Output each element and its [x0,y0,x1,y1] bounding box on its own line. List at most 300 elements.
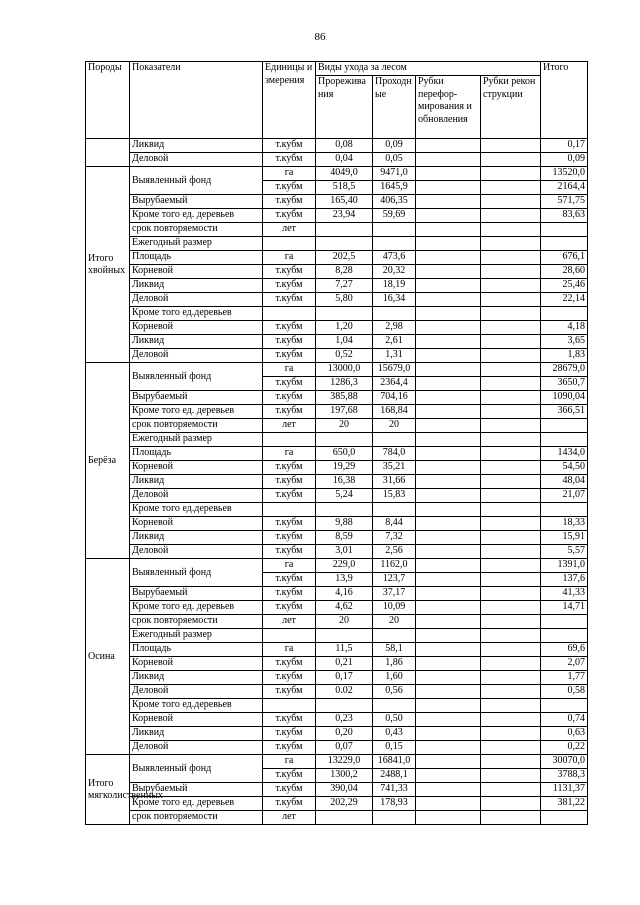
forest-care-table [85,61,588,825]
passage-value: 20 [373,419,416,433]
table-row [86,405,588,419]
indicator-cell: Деловой [130,741,263,755]
empty-cell [316,699,373,713]
reconstruction-value [481,559,541,573]
passage-value [373,811,416,825]
indicator-cell: Деловой [130,545,263,559]
unit-cell: т.кубм [263,293,316,307]
section-label: Ежегодный размер [130,629,263,643]
thinning-value: 9,88 [316,517,373,531]
passage-value: 1,31 [373,349,416,363]
passage-value: 2488,1 [373,769,416,783]
thinning-value: 13229,0 [316,755,373,769]
empty-cell [316,433,373,447]
unit-cell: т.кубм [263,545,316,559]
reconstruction-value [481,405,541,419]
table-row [86,531,588,545]
passage-value: 9471,0 [373,167,416,181]
reconstruction-value [481,377,541,391]
total-value: 0,17 [541,139,588,153]
reconstruction-value [481,783,541,797]
table-row [86,307,588,321]
total-value: 69,6 [541,643,588,657]
unit-cell: т.кубм [263,461,316,475]
table-row [86,685,588,699]
table-row [86,601,588,615]
reformation-value [416,391,481,405]
empty-cell [373,433,416,447]
section-label: Ежегодный размер [130,433,263,447]
passage-value: 473,6 [373,251,416,265]
reconstruction-value [481,615,541,629]
reconstruction-value [481,293,541,307]
reconstruction-value [481,461,541,475]
species-cell: Итого мягколиственных [86,755,130,825]
total-value: 0,58 [541,685,588,699]
reformation-value [416,489,481,503]
total-value: 571,75 [541,195,588,209]
indicator-cell: Деловой [130,489,263,503]
unit-cell: га [263,363,316,377]
unit-cell: т.кубм [263,475,316,489]
passage-value: 7,32 [373,531,416,545]
header-units: Единицы измерения [263,62,316,139]
unit-cell: т.кубм [263,587,316,601]
reconstruction-value [481,755,541,769]
total-value [541,811,588,825]
section-label: Ежегодный размер [130,237,263,251]
unit-cell: т.кубм [263,573,316,587]
thinning-value: 7,27 [316,279,373,293]
passage-value: 2364,4 [373,377,416,391]
reconstruction-value [481,685,541,699]
total-value [541,615,588,629]
total-value: 0,63 [541,727,588,741]
reconstruction-value [481,657,541,671]
reformation-value [416,797,481,811]
empty-cell [541,307,588,321]
empty-cell [373,307,416,321]
reconstruction-value [481,601,541,615]
reconstruction-value [481,153,541,167]
reformation-value [416,251,481,265]
passage-value: 2,98 [373,321,416,335]
reformation-value [416,657,481,671]
thinning-value [316,223,373,237]
thinning-value: 13000,0 [316,363,373,377]
table-row [86,517,588,531]
species-cell: Берёза [86,363,130,559]
total-value: 41,33 [541,587,588,601]
thinning-value: 3,01 [316,545,373,559]
passage-value: 168,84 [373,405,416,419]
header-care-types: Виды ухода за лесом [316,62,541,76]
total-value: 21,07 [541,489,588,503]
reconstruction-value [481,447,541,461]
total-value: 1,77 [541,671,588,685]
header-reconstruction: Рубки реконструкции [481,76,541,139]
unit-cell: га [263,447,316,461]
unit-cell: т.кубм [263,321,316,335]
total-value [541,419,588,433]
passage-value: 0,43 [373,727,416,741]
reconstruction-value [481,223,541,237]
reconstruction-value [481,265,541,279]
table-row [86,335,588,349]
passage-value: 37,17 [373,587,416,601]
reformation-value [416,349,481,363]
passage-value: 59,69 [373,209,416,223]
unit-cell: лет [263,615,316,629]
thinning-value: 19,29 [316,461,373,475]
reformation-value [416,209,481,223]
passage-value: 123,7 [373,573,416,587]
thinning-value: 0,52 [316,349,373,363]
empty-cell [541,629,588,643]
passage-value: 0,56 [373,685,416,699]
indicator-cell: Ликвид [130,531,263,545]
reformation-value [416,139,481,153]
total-value: 4,18 [541,321,588,335]
table-row [86,475,588,489]
total-value: 25,46 [541,279,588,293]
thinning-value: 20 [316,419,373,433]
reconstruction-value [481,671,541,685]
reconstruction-value [481,279,541,293]
total-value: 28679,0 [541,363,588,377]
reformation-value [416,671,481,685]
total-value: 15,91 [541,531,588,545]
unit-cell: т.кубм [263,335,316,349]
indicator-cell: Корневой [130,461,263,475]
reformation-value [416,713,481,727]
reformation-value [416,615,481,629]
reformation-value [416,559,481,573]
table-row [86,727,588,741]
thinning-value: 13,9 [316,573,373,587]
unit-cell: т.кубм [263,279,316,293]
unit-cell: т.кубм [263,489,316,503]
reconstruction-value [481,167,541,181]
unit-cell: т.кубм [263,769,316,783]
table-row [86,391,588,405]
reconstruction-value [481,363,541,377]
table-row [86,629,588,643]
indicator-cell: Ликвид [130,279,263,293]
thinning-value: 1,20 [316,321,373,335]
passage-value: 31,66 [373,475,416,489]
passage-value: 16,34 [373,293,416,307]
table-row [86,503,588,517]
reformation-value [416,321,481,335]
empty-cell [316,307,373,321]
reformation-value [416,573,481,587]
table-row [86,559,588,573]
reformation-value [416,811,481,825]
total-value: 28,60 [541,265,588,279]
empty-cell [541,433,588,447]
thinning-value: 4049,0 [316,167,373,181]
empty-cell [541,237,588,251]
thinning-value: 0,08 [316,139,373,153]
indicator-cell: Корневой [130,265,263,279]
reformation-value [416,223,481,237]
empty-cell [481,237,541,251]
empty-cell [481,307,541,321]
thinning-value: 518,5 [316,181,373,195]
table-row [86,741,588,755]
reconstruction-value [481,419,541,433]
table-row [86,797,588,811]
species-cell: Итого хвойных [86,167,130,363]
reformation-value [416,167,481,181]
passage-value: 178,93 [373,797,416,811]
reconstruction-value [481,545,541,559]
table-row [86,139,588,153]
table-row [86,671,588,685]
unit-cell: т.кубм [263,195,316,209]
empty-cell [541,699,588,713]
empty-cell [541,503,588,517]
empty-cell [316,629,373,643]
passage-value: 20,32 [373,265,416,279]
thinning-value: 229,0 [316,559,373,573]
empty-cell [416,237,481,251]
thinning-value: 5,24 [316,489,373,503]
reconstruction-value [481,349,541,363]
unit-cell: т.кубм [263,531,316,545]
reformation-value [416,769,481,783]
empty-cell [263,307,316,321]
reconstruction-value [481,489,541,503]
unit-cell: т.кубм [263,265,316,279]
header-row [86,62,588,76]
reformation-value [416,195,481,209]
passage-value: 1,60 [373,671,416,685]
passage-value: 784,0 [373,447,416,461]
thinning-value: 1300,2 [316,769,373,783]
thinning-value: 0,21 [316,657,373,671]
unit-cell: лет [263,811,316,825]
species-cell [86,139,130,167]
unit-cell: га [263,251,316,265]
table-row [86,279,588,293]
passage-value: 2,61 [373,335,416,349]
empty-cell [416,307,481,321]
thinning-value: 385,88 [316,391,373,405]
reformation-value [416,447,481,461]
total-value: 381,22 [541,797,588,811]
reformation-value [416,643,481,657]
thinning-value: 4,62 [316,601,373,615]
thinning-value: 650,0 [316,447,373,461]
reformation-value [416,279,481,293]
table-row [86,195,588,209]
passage-value: 35,21 [373,461,416,475]
reconstruction-value [481,587,541,601]
reformation-value [416,755,481,769]
reformation-value [416,363,481,377]
thinning-value: 11,5 [316,643,373,657]
indicator-cell: срок повторяемости [130,419,263,433]
table-row [86,811,588,825]
reconstruction-value [481,475,541,489]
reformation-value [416,517,481,531]
reformation-value [416,783,481,797]
total-value: 1434,0 [541,447,588,461]
table-body [86,139,588,825]
indicator-cell: Кроме того ед. деревьев [130,209,263,223]
reformation-value [416,475,481,489]
reformation-value [416,727,481,741]
empty-cell [481,503,541,517]
table-row [86,167,588,181]
empty-cell [373,503,416,517]
unit-cell: т.кубм [263,671,316,685]
reconstruction-value [481,573,541,587]
total-value: 13520,0 [541,167,588,181]
indicator-cell: Ликвид [130,139,263,153]
table-header [86,62,588,139]
unit-cell: т.кубм [263,377,316,391]
table-row [86,321,588,335]
table-row [86,293,588,307]
unit-cell: га [263,559,316,573]
unit-cell: т.кубм [263,405,316,419]
indicator-cell: Кроме того ед. деревьев [130,601,263,615]
unit-cell: т.кубм [263,657,316,671]
table-row [86,447,588,461]
total-value: 1131,37 [541,783,588,797]
reconstruction-value [481,195,541,209]
reconstruction-value [481,727,541,741]
reformation-value [416,153,481,167]
unit-cell: т.кубм [263,517,316,531]
indicator-cell: Вырубаемый [130,391,263,405]
unit-cell: т.кубм [263,741,316,755]
passage-value: 0,09 [373,139,416,153]
header-indicators: Показатели [130,62,263,139]
unit-cell: т.кубм [263,797,316,811]
indicator-cell: Площадь [130,643,263,657]
table-row [86,153,588,167]
passage-value: 8,44 [373,517,416,531]
indicator-cell: срок повторяемости [130,223,263,237]
indicator-cell: Выявленный фонд [130,167,263,195]
unit-cell: т.кубм [263,181,316,195]
reconstruction-value [481,643,541,657]
passage-value: 1,86 [373,657,416,671]
passage-value: 0,15 [373,741,416,755]
indicator-cell: Ликвид [130,727,263,741]
unit-cell: га [263,755,316,769]
passage-value: 10,09 [373,601,416,615]
table-row [86,419,588,433]
unit-cell: т.кубм [263,391,316,405]
thinning-value: 197,68 [316,405,373,419]
thinning-value: 4,16 [316,587,373,601]
passage-value [373,223,416,237]
reformation-value [416,293,481,307]
indicator-cell: Корневой [130,657,263,671]
unit-cell: лет [263,223,316,237]
header-total: Итого [541,62,588,139]
reformation-value [416,181,481,195]
total-value: 0,09 [541,153,588,167]
table-row [86,349,588,363]
indicator-cell: Выявленный фонд [130,363,263,391]
reconstruction-value [481,181,541,195]
reformation-value [416,685,481,699]
table-row [86,251,588,265]
reformation-value [416,531,481,545]
reformation-value [416,419,481,433]
unit-cell: т.кубм [263,349,316,363]
indicator-cell: Кроме того ед. деревьев [130,405,263,419]
reconstruction-value [481,139,541,153]
indicator-cell: Вырубаемый [130,783,263,797]
table-row [86,755,588,769]
table-row [86,237,588,251]
indicator-cell: Деловой [130,685,263,699]
indicator-cell: Ликвид [130,335,263,349]
table-row [86,587,588,601]
empty-cell [316,237,373,251]
total-value: 366,51 [541,405,588,419]
page-number: 86 [314,31,326,43]
thinning-value: 20 [316,615,373,629]
thinning-value: 8,59 [316,531,373,545]
empty-cell [263,237,316,251]
total-value: 5,57 [541,545,588,559]
reformation-value [416,335,481,349]
table-row [86,223,588,237]
reformation-value [416,601,481,615]
empty-cell [263,629,316,643]
reformation-value [416,377,481,391]
reformation-value [416,461,481,475]
indicator-cell: срок повторяемости [130,811,263,825]
passage-value: 16841,0 [373,755,416,769]
reconstruction-value [481,797,541,811]
passage-value: 704,16 [373,391,416,405]
thinning-value: 5,80 [316,293,373,307]
empty-cell [416,503,481,517]
total-value: 3788,3 [541,769,588,783]
table-row [86,545,588,559]
empty-cell [373,629,416,643]
thinning-value: 16,38 [316,475,373,489]
reconstruction-value [481,713,541,727]
unit-cell: т.кубм [263,713,316,727]
table-row [86,615,588,629]
thinning-value: 0,04 [316,153,373,167]
reconstruction-value [481,209,541,223]
empty-cell [416,629,481,643]
total-value: 18,33 [541,517,588,531]
table-row [86,461,588,475]
unit-cell: т.кубм [263,153,316,167]
indicator-cell: Ликвид [130,475,263,489]
total-value: 2,07 [541,657,588,671]
thinning-value: 0,20 [316,727,373,741]
empty-cell [481,433,541,447]
thinning-value: 1286,3 [316,377,373,391]
empty-cell [481,629,541,643]
indicator-cell: Выявленный фонд [130,559,263,587]
section-label: Кроме того ед.деревьев [130,699,263,713]
passage-value: 1162,0 [373,559,416,573]
